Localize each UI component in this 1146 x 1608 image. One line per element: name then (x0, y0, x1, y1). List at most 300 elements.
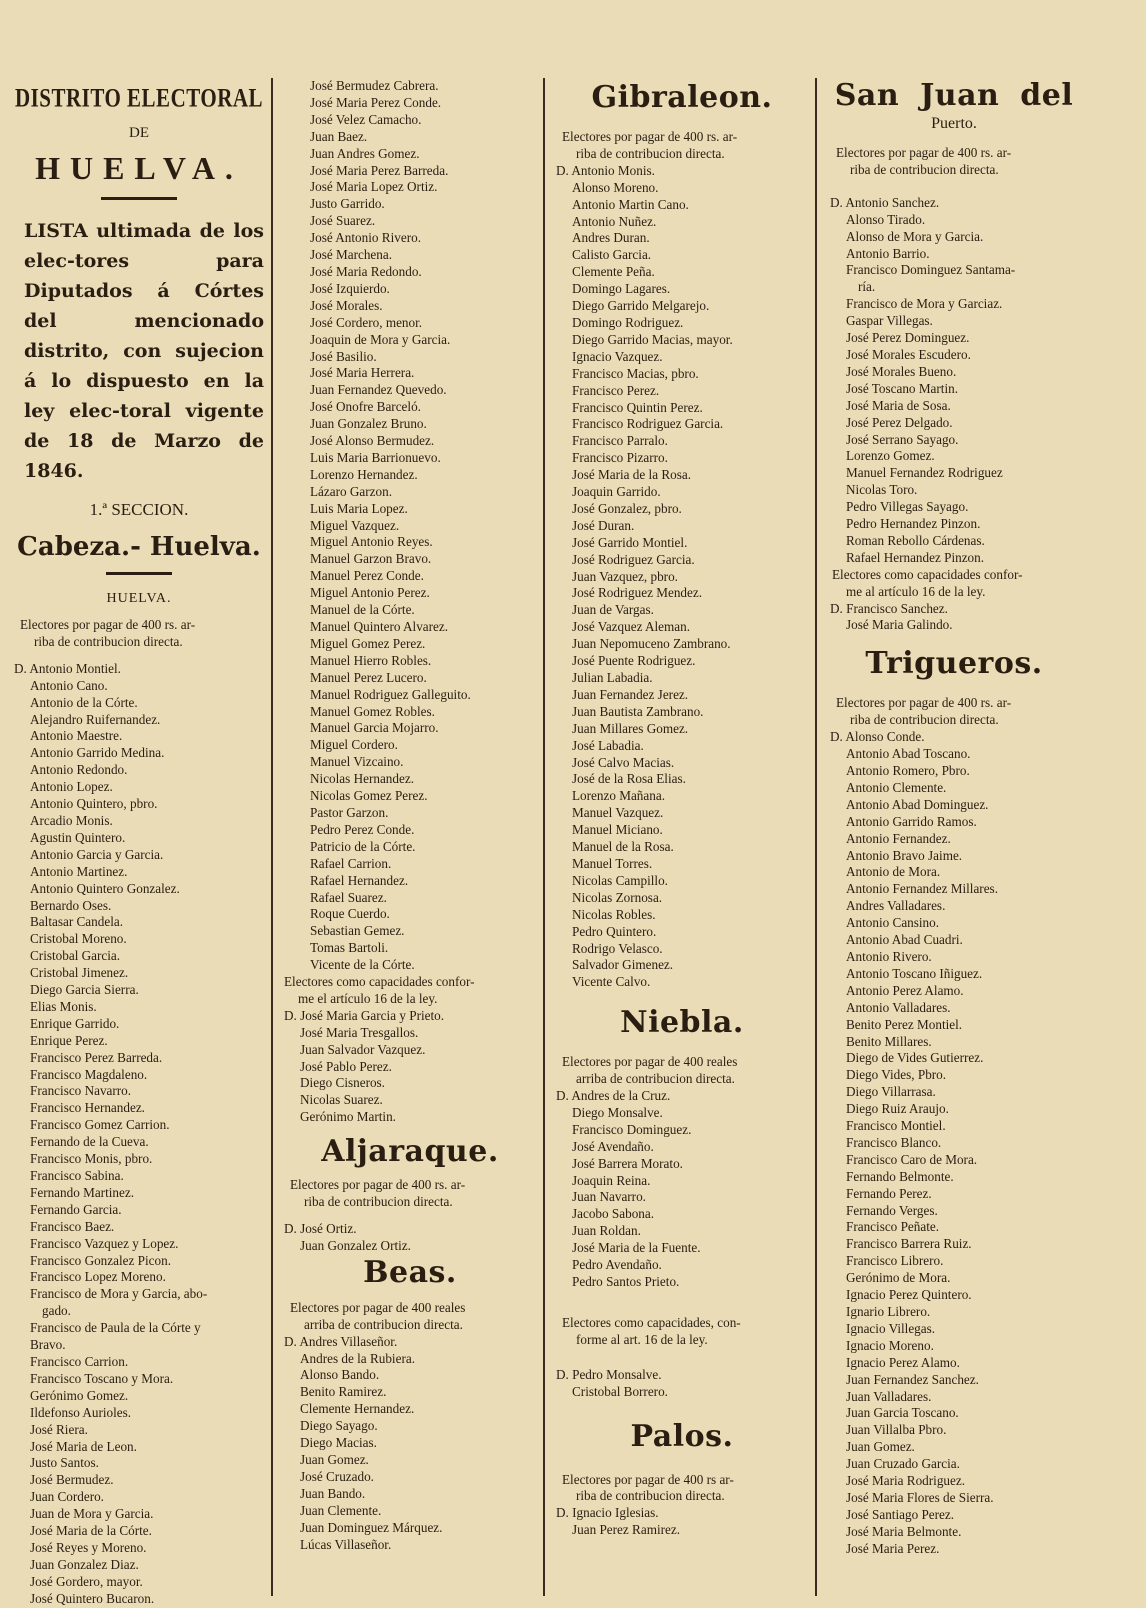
elector-name: Antonio Lopez. (30, 779, 113, 795)
column-2 (284, 78, 536, 1596)
elector-name: Antonio Abad Dominguez. (846, 796, 989, 812)
elector-name: D. Andres Villaseñor. (284, 1333, 398, 1349)
elector-name: Juan Dominguez Márquez. (300, 1519, 443, 1535)
elector-name: Nicolas Gomez Perez. (310, 788, 428, 804)
note-line: Electores por pagar de 400 reales (290, 1299, 466, 1315)
elector-name: Gerónimo de Mora. (846, 1270, 951, 1286)
elector-name: D. Antonio Sanchez. (830, 194, 940, 210)
elector-name: Ignacio Perez Quintero. (846, 1287, 972, 1303)
elector-name: Diego Villarrasa. (846, 1084, 936, 1100)
elector-name: José Maria Perez. (846, 1540, 940, 1556)
elector-name: Diego Garrido Melgarejo. (572, 298, 710, 314)
elector-name: José Maria Perez Conde. (310, 94, 442, 110)
elector-name: José Santiago Perez. (846, 1506, 955, 1522)
district-name: HUELVA. (35, 150, 243, 186)
elector-name: José Puente Rodriguez. (572, 653, 696, 669)
elector-name: Francisco Monis, pbro. (30, 1151, 153, 1167)
elector-name: Ignacio Vazquez. (572, 348, 663, 364)
elector-name: Antonio Abad Cuadri. (846, 932, 963, 948)
elector-list (830, 195, 1078, 567)
elector-name: Ignacio Perez Alamo. (846, 1354, 960, 1370)
elector-name: Calisto Garcia. (572, 247, 652, 263)
elector-name: José Maria Flores de Sierra. (846, 1489, 994, 1505)
elector-name: Roque Cuerdo. (310, 906, 390, 922)
capacity-note (556, 1315, 808, 1349)
town-heading-niebla: Niebla. (620, 1005, 744, 1041)
note-line: arriba de contribucion directa. (304, 1316, 463, 1332)
elector-name: D. Antonio Monis. (556, 162, 655, 178)
elector-name: Nicolas Robles. (572, 906, 656, 922)
town-heading-beas: Beas. (363, 1254, 457, 1290)
elector-name: Manuel Hierro Robles. (310, 652, 432, 668)
elector-name: Alonso Bando. (300, 1367, 380, 1383)
note-line: riba de contribucion directa. (576, 1488, 725, 1504)
elector-name: Juan Fernandez Quevedo. (310, 382, 447, 398)
elector-name: Diego Sayago. (300, 1418, 378, 1434)
elector-name: Francisco Dominguez Santama- (846, 262, 1016, 278)
elector-name: Juan Bautista Zambrano. (572, 703, 704, 719)
elector-name: Domingo Rodriguez. (572, 314, 684, 330)
elector-name: Gerónimo Gomez. (30, 1387, 129, 1403)
elector-name: Juan Clemente. (300, 1502, 382, 1518)
elector-name: D. Ignacio Iglesias. (556, 1505, 659, 1521)
note-line: riba de contribucion directa. (304, 1194, 453, 1210)
elector-name: Antonio Redondo. (30, 762, 128, 778)
elector-name: Ignacio Moreno. (846, 1337, 934, 1353)
elector-name: Pedro Hernandez Pinzon. (846, 516, 981, 532)
elector-name: Antonio Abad Toscano. (846, 746, 971, 762)
cabeza-heading: Cabeza.- Huelva. (17, 532, 261, 562)
elector-list (556, 1367, 808, 1401)
elector-name: D. José Ortiz. (284, 1221, 357, 1236)
elector-list (556, 1088, 808, 1291)
elector-name: Francisco Magdaleno. (30, 1066, 148, 1082)
district-title: DISTRITO ELECTORAL (14, 82, 264, 113)
elector-name: José Perez Delgado. (846, 414, 953, 430)
elector-name: D. Alonso Conde. (830, 729, 925, 745)
elector-name: Agustin Quintero. (30, 829, 126, 845)
elector-name: Antonio Martinez. (30, 863, 128, 879)
elector-name: Francisco Sabina. (30, 1168, 124, 1183)
elector-name: Julian Labadia. (572, 670, 653, 685)
note-line: Electores por pagar de 400 reales (562, 1054, 738, 1070)
electors-note (556, 1054, 808, 1088)
electors-note (556, 1472, 808, 1506)
elector-name: Antonio Quintero, pbro. (30, 796, 158, 812)
town-subheading: Puerto. (931, 115, 977, 132)
elector-name: Juan Roldan. (572, 1223, 641, 1239)
elector-name: José Suarez. (310, 213, 376, 229)
elector-name: D. Antonio Montiel. (14, 660, 121, 676)
elector-name: Clemente Hernandez. (300, 1401, 415, 1417)
elector-list (556, 163, 808, 991)
elector-name: José Izquierdo. (310, 280, 390, 296)
electors-note (830, 145, 1078, 179)
elector-name: Clemente Peña. (572, 264, 655, 280)
elector-name: Antonio Garcia y Garcia. (30, 846, 164, 862)
elector-name: Antonio Cano. (30, 677, 108, 693)
elector-name: José Maria Perez Barreda. (310, 162, 449, 178)
column-rule (815, 78, 817, 1596)
ornament-rule (106, 572, 172, 575)
elector-list (284, 1008, 536, 1126)
note-line: me el artículo 16 de la ley. (298, 990, 438, 1006)
elector-name: Juan Bando. (300, 1485, 366, 1501)
elector-name: Manuel Perez Lucero. (310, 669, 427, 685)
ornament-rule (101, 197, 177, 200)
section-label: 1.ª SECCION. (89, 500, 189, 519)
elector-name: Fernando Martinez. (30, 1184, 134, 1200)
electors-note (14, 617, 264, 651)
elector-name: Enrique Perez. (30, 1032, 108, 1048)
note-line: riba de contribucion directa. (850, 712, 999, 728)
elector-name: Fernando Perez. (846, 1185, 932, 1201)
note-line: riba de contribucion directa. (34, 633, 183, 649)
elector-name: Rafael Suarez. (310, 889, 387, 905)
elector-name: José Barrera Morato. (572, 1155, 683, 1171)
elector-name: Pedro Quintero. (572, 923, 657, 939)
elector-name: Sebastian Gemez. (310, 923, 405, 939)
elector-name: Antonio Nuñez. (572, 213, 657, 229)
elector-name: Lorenzo Mañana. (572, 788, 666, 804)
elector-name: Francisco Blanco. (846, 1134, 942, 1150)
elector-name: Nicolas Hernandez. (310, 771, 414, 787)
elector-name: José Pablo Perez. (300, 1058, 392, 1074)
elector-name: José Gonzalez, pbro. (572, 500, 682, 516)
elector-name: Antonio Fernandez Millares. (846, 881, 998, 897)
elector-name: Antonio de la Córte. (30, 694, 138, 710)
elector-name: Antonio Valladares. (846, 999, 951, 1015)
elector-name: José Velez Camacho. (310, 111, 422, 127)
elector-name: Juan Andres Gomez. (310, 145, 420, 161)
elector-name: José Maria de Sosa. (846, 397, 951, 413)
elector-name: José Marchena. (310, 247, 393, 263)
elector-list (284, 1334, 536, 1554)
elector-name: Antonio Quintero Gonzalez. (30, 880, 180, 896)
elector-name: José Onofre Barceló. (310, 399, 421, 415)
column-rule (543, 78, 545, 1596)
elector-name: Miguel Cordero. (310, 737, 398, 753)
elector-name: Pastor Garzon. (310, 804, 389, 820)
elector-name: Francisco Perez. (572, 382, 660, 398)
elector-name: José Garrido Montiel. (572, 534, 688, 550)
elector-name: Lorenzo Gomez. (846, 448, 935, 464)
elector-name: Antonio Garrido Medina. (30, 745, 165, 761)
elector-name: Salvador Gimenez. (572, 957, 674, 973)
elector-name: Ignacio Villegas. (846, 1320, 936, 1336)
elector-name: José Morales Bueno. (846, 363, 957, 379)
note-line: Electores como capacidades, con- (562, 1314, 741, 1330)
elector-name: Lázaro Garzon. (310, 483, 393, 499)
elector-name: Juan Cordero. (30, 1489, 104, 1505)
elector-name: Francisco Navarro. (30, 1083, 132, 1099)
note-line: Electores por pagar de 400 rs. ar- (20, 617, 196, 632)
elector-name: Juan Nepomuceno Zambrano. (572, 636, 731, 652)
elector-name: José Maria Belmonte. (846, 1523, 962, 1539)
elector-name: José Maria de Leon. (30, 1438, 137, 1454)
elector-name: Andres de la Rubiera. (300, 1350, 415, 1366)
elector-name: Juan Gonzalez Bruno. (310, 416, 427, 432)
elector-name: Juan Millares Gomez. (572, 720, 689, 736)
elector-name: Manuel Garzon Bravo. (310, 551, 432, 567)
elector-name: José Alonso Bermudez. (310, 433, 435, 449)
electors-note (556, 129, 808, 163)
elector-name: Diego Monsalve. (572, 1104, 663, 1120)
elector-name: José Labadia. (572, 737, 644, 753)
elector-name: Antonio Rivero. (846, 948, 932, 964)
elector-name: Antonio Garrido Ramos. (846, 813, 977, 829)
elector-list (284, 78, 536, 974)
elector-name: José Rodriguez Mendez. (572, 585, 703, 601)
elector-name: Fernando de la Cueva. (30, 1134, 149, 1150)
elector-name: Rafael Carrion. (310, 855, 392, 871)
district-de: DE (129, 125, 149, 141)
elector-name: Baltasar Candela. (30, 914, 124, 930)
elector-name: Andres Duran. (572, 230, 650, 246)
elector-name: Francisco Gomez Carrion. (30, 1117, 170, 1133)
town-heading-gibraleon: Gibraleon. (591, 80, 773, 115)
elector-name: Vicente de la Córte. (310, 957, 415, 973)
column-4 (830, 78, 1078, 1596)
elector-name: Manuel Torres. (572, 855, 653, 871)
elector-name: Juan Baez. (310, 128, 368, 144)
capacity-note (830, 567, 1078, 601)
town-heading-palos: Palos. (630, 1418, 734, 1454)
elector-name: José de la Rosa Elias. (572, 771, 686, 787)
elector-name: Francisco Caro de Mora. (846, 1151, 978, 1167)
elector-name: José Bermudez Cabrera. (310, 78, 439, 93)
elector-name: Juan Gonzalez Ortiz. (300, 1237, 411, 1253)
elector-name: D. Francisco Sanchez. (830, 600, 948, 616)
elector-name: Francisco Gonzalez Picon. (30, 1252, 171, 1268)
elector-name: Diego Macias. (300, 1435, 377, 1451)
elector-name: Cristobal Jimenez. (30, 965, 129, 981)
elector-name: José Bermudez. (30, 1472, 114, 1488)
note-line: forme al art. 16 de la ley. (576, 1331, 708, 1347)
elector-name: Juan Fernandez Jerez. (572, 686, 689, 702)
elector-name: José Duran. (572, 517, 635, 533)
town-heading-san-juan: San Juan del (834, 78, 1074, 113)
elector-name: ría. (858, 279, 876, 295)
elector-name: Enrique Garrido. (30, 1015, 120, 1031)
elector-name: Diego Ruiz Araujo. (846, 1101, 949, 1117)
elector-name: José Cruzado. (300, 1468, 374, 1484)
elector-name: Antonio Clemente. (846, 779, 947, 795)
elector-name: Gaspar Villegas. (846, 313, 933, 329)
elector-name: Pedro Avendaño. (572, 1257, 662, 1273)
elector-name: D. Pedro Monsalve. (556, 1366, 662, 1382)
elector-name: Alonso Moreno. (572, 179, 659, 195)
elector-name: Francisco Hernandez. (30, 1100, 145, 1116)
elector-name: Francisco Lopez Moreno. (30, 1269, 166, 1285)
elector-name: Francisco Perez Barreda. (30, 1049, 163, 1065)
elector-name: José Rodriguez Garcia. (572, 551, 695, 567)
elector-name: Manuel de la Rosa. (572, 839, 674, 855)
elector-name: Miguel Antonio Reyes. (310, 534, 433, 550)
column-1 (14, 78, 264, 1606)
elector-name: Juan Gomez. (300, 1451, 369, 1467)
elector-name: José Basilio. (310, 348, 377, 364)
elector-name: José Reyes y Moreno. (30, 1539, 147, 1555)
elector-name: Manuel Vazquez. (572, 805, 664, 821)
elector-name: Juan Salvador Vazquez. (300, 1041, 426, 1057)
elector-name: Francisco Librero. (846, 1253, 944, 1269)
elector-name: Miguel Vazquez. (310, 517, 400, 533)
column-rule (271, 78, 273, 1596)
elector-name: Juan Villalba Pbro. (846, 1422, 947, 1438)
elector-name: Justo Garrido. (310, 196, 385, 212)
elector-list (14, 661, 264, 1608)
capacity-note (284, 974, 536, 1008)
elector-name: Antonio de Mora. (846, 864, 941, 880)
elector-name: Juan Cruzado Garcia. (846, 1456, 960, 1472)
note-line: riba de contribucion directa. (576, 145, 725, 161)
elector-name: José Calvo Macias. (572, 754, 675, 770)
elector-name: Cristobal Moreno. (30, 931, 127, 947)
elector-name: Alonso de Mora y Garcia. (846, 228, 984, 244)
elector-name: José Riera. (30, 1421, 88, 1437)
elector-name: José Perez Dominguez. (846, 330, 970, 346)
elector-name: Gerónimo Martin. (300, 1109, 396, 1125)
elector-name: Tomas Bartoli. (310, 940, 389, 956)
elector-name: Luis Maria Lopez. (310, 500, 408, 516)
elector-name: José Maria Lopez Ortiz. (310, 179, 438, 195)
note-line: Electores por pagar de 400 rs. ar- (836, 695, 1012, 711)
elector-name: Juan Gomez. (846, 1439, 915, 1455)
elector-name: Juan Garcia Toscano. (846, 1405, 959, 1421)
town-huelva: HUELVA. (106, 591, 172, 606)
elector-name: Rafael Hernandez. (310, 872, 409, 888)
elector-name: Ildefonso Aurioles. (30, 1404, 132, 1420)
elector-name: Juan Perez Ramirez. (572, 1522, 681, 1538)
elector-name: Manuel Vizcaino. (310, 754, 404, 770)
elector-name: José Cordero, menor. (310, 314, 423, 330)
elector-name: José Antonio Rivero. (310, 230, 421, 246)
elector-name: Francisco Rodriguez Garcia. (572, 416, 724, 432)
elector-name: José Maria Herrera. (310, 365, 415, 381)
note-line: Electores por pagar de 400 rs. ar- (836, 145, 1012, 160)
elector-name: Roman Rebollo Cárdenas. (846, 532, 985, 548)
elector-name: José Quintero Bucaron. (30, 1590, 155, 1606)
elector-name: Miguel Antonio Perez. (310, 585, 430, 601)
elector-name: Juan Fernandez Sanchez. (846, 1371, 979, 1387)
elector-name: Andres Valladares. (846, 898, 946, 914)
elector-list (830, 729, 1078, 1557)
elector-name: Juan Gonzalez Diaz. (30, 1556, 139, 1572)
note-line: Electores como capacidades confor- (832, 566, 1023, 582)
column-3 (556, 78, 808, 1596)
elector-name: José Toscano Martin. (846, 380, 959, 396)
elector-name: Benito Perez Montiel. (846, 1016, 963, 1032)
note-line: arriba de contribucion directa. (576, 1071, 735, 1087)
elector-name: Justo Santos. (30, 1455, 99, 1471)
elector-name: Rafael Hernandez Pinzon. (846, 549, 985, 565)
elector-name: Pedro Villegas Sayago. (846, 499, 969, 515)
elector-name: Juan Vazquez, pbro. (572, 568, 678, 584)
elector-name: Antonio Fernandez. (846, 830, 951, 846)
note-line: Electores por pagar de 400 rs ar- (562, 1471, 734, 1487)
elector-name: Benito Ramirez. (300, 1384, 387, 1400)
elector-name: Luis Maria Barrionuevo. (310, 449, 441, 465)
note-line: riba de contribucion directa. (850, 161, 999, 177)
elector-name: Manuel Miciano. (572, 822, 663, 838)
elector-name: Francisco Pizarro. (572, 450, 668, 466)
elector-name: José Maria Redondo. (310, 263, 422, 279)
elector-name: D. José Maria Garcia y Prieto. (284, 1007, 445, 1023)
electors-note (830, 695, 1078, 729)
elector-name: Francisco Parralo. (572, 433, 668, 449)
elector-name: Domingo Lagares. (572, 281, 671, 297)
electors-note (284, 1177, 536, 1211)
elector-name: Fernando Belmonte. (846, 1168, 954, 1184)
elector-name: Patricio de la Córte. (310, 838, 416, 854)
elector-name: Fernando Garcia. (30, 1201, 122, 1217)
elector-name: Miguel Gomez Perez. (310, 635, 426, 651)
elector-name: Manuel Perez Conde. (310, 568, 424, 584)
elector-name: Juan de Mora y Garcia. (30, 1506, 154, 1522)
elector-name: José Maria Rodriguez. (846, 1473, 966, 1489)
note-line: Electores por pagar de 400 rs. ar- (562, 129, 738, 144)
elector-name: José Gordero, mayor. (30, 1573, 143, 1589)
elector-list (830, 601, 1078, 635)
elector-name: Manuel Quintero Alvarez. (310, 619, 449, 634)
elector-name: Alonso Tirado. (846, 211, 926, 227)
elector-name: Fernando Verges. (846, 1202, 938, 1218)
elector-name: Manuel Garcia Mojarro. (310, 720, 439, 736)
elector-name: Francisco Carrion. (30, 1353, 129, 1369)
elector-name: Joaquin Garrido. (572, 484, 661, 500)
elector-name: Antonio Cansino. (846, 915, 940, 931)
elector-name: Francisco Peñate. (846, 1219, 940, 1235)
elector-name: Manuel Rodriguez Galleguito. (310, 686, 471, 702)
elector-name: Francisco Vazquez y Lopez. (30, 1235, 179, 1251)
elector-name: Antonio Toscano Iñiguez. (846, 965, 983, 981)
elector-name: Vicente Calvo. (572, 974, 651, 990)
elector-list (284, 1221, 536, 1255)
elector-name: gado. (42, 1303, 71, 1319)
elector-name: Antonio Romero, Pbro. (846, 763, 970, 778)
elector-name: Ignario Librero. (846, 1304, 931, 1319)
town-heading-aljaraque: Aljaraque. (321, 1134, 499, 1170)
elector-name: Diego Garcia Sierra. (30, 982, 139, 998)
elector-name: Cristobal Borrero. (572, 1383, 668, 1399)
elector-name: Diego Cisneros. (300, 1075, 385, 1091)
elector-name: Diego Garrido Macias, mayor. (572, 331, 733, 347)
elector-name: José Maria de la Rosa. (572, 467, 692, 483)
elector-name: Joaquin de Mora y Garcia. (310, 331, 451, 347)
elector-name: Antonio Bravo Jaime. (846, 847, 963, 863)
elector-name: Antonio Perez Alamo. (846, 982, 964, 998)
elector-name: Francisco Baez. (30, 1218, 115, 1234)
elector-name: José Maria de la Fuente. (572, 1240, 701, 1256)
elector-name: Nicolas Zornosa. (572, 889, 663, 905)
electors-note (284, 1300, 536, 1334)
elector-name: Antonio Barrio. (846, 245, 930, 261)
elector-name: D. Andres de la Cruz. (556, 1088, 671, 1104)
elector-name: Pedro Perez Conde. (310, 821, 415, 837)
district-heading (14, 78, 264, 200)
elector-name: Manuel de la Córte. (310, 602, 415, 618)
elector-name: Manuel Gomez Robles. (310, 703, 435, 719)
elector-name: Francisco de Mora y Garcia, abo- (30, 1286, 208, 1302)
elector-name: Francisco Dominguez. (572, 1121, 692, 1137)
elector-name: Alejandro Ruifernandez. (30, 711, 161, 727)
elector-name: José Serrano Sayago. (846, 431, 959, 447)
elector-name: Lúcas Villaseñor. (300, 1536, 392, 1552)
elector-name: Rodrigo Velasco. (572, 940, 663, 956)
elector-name: Antonio Maestre. (30, 728, 123, 744)
elector-name: Francisco de Paula de la Córte y (30, 1320, 201, 1336)
